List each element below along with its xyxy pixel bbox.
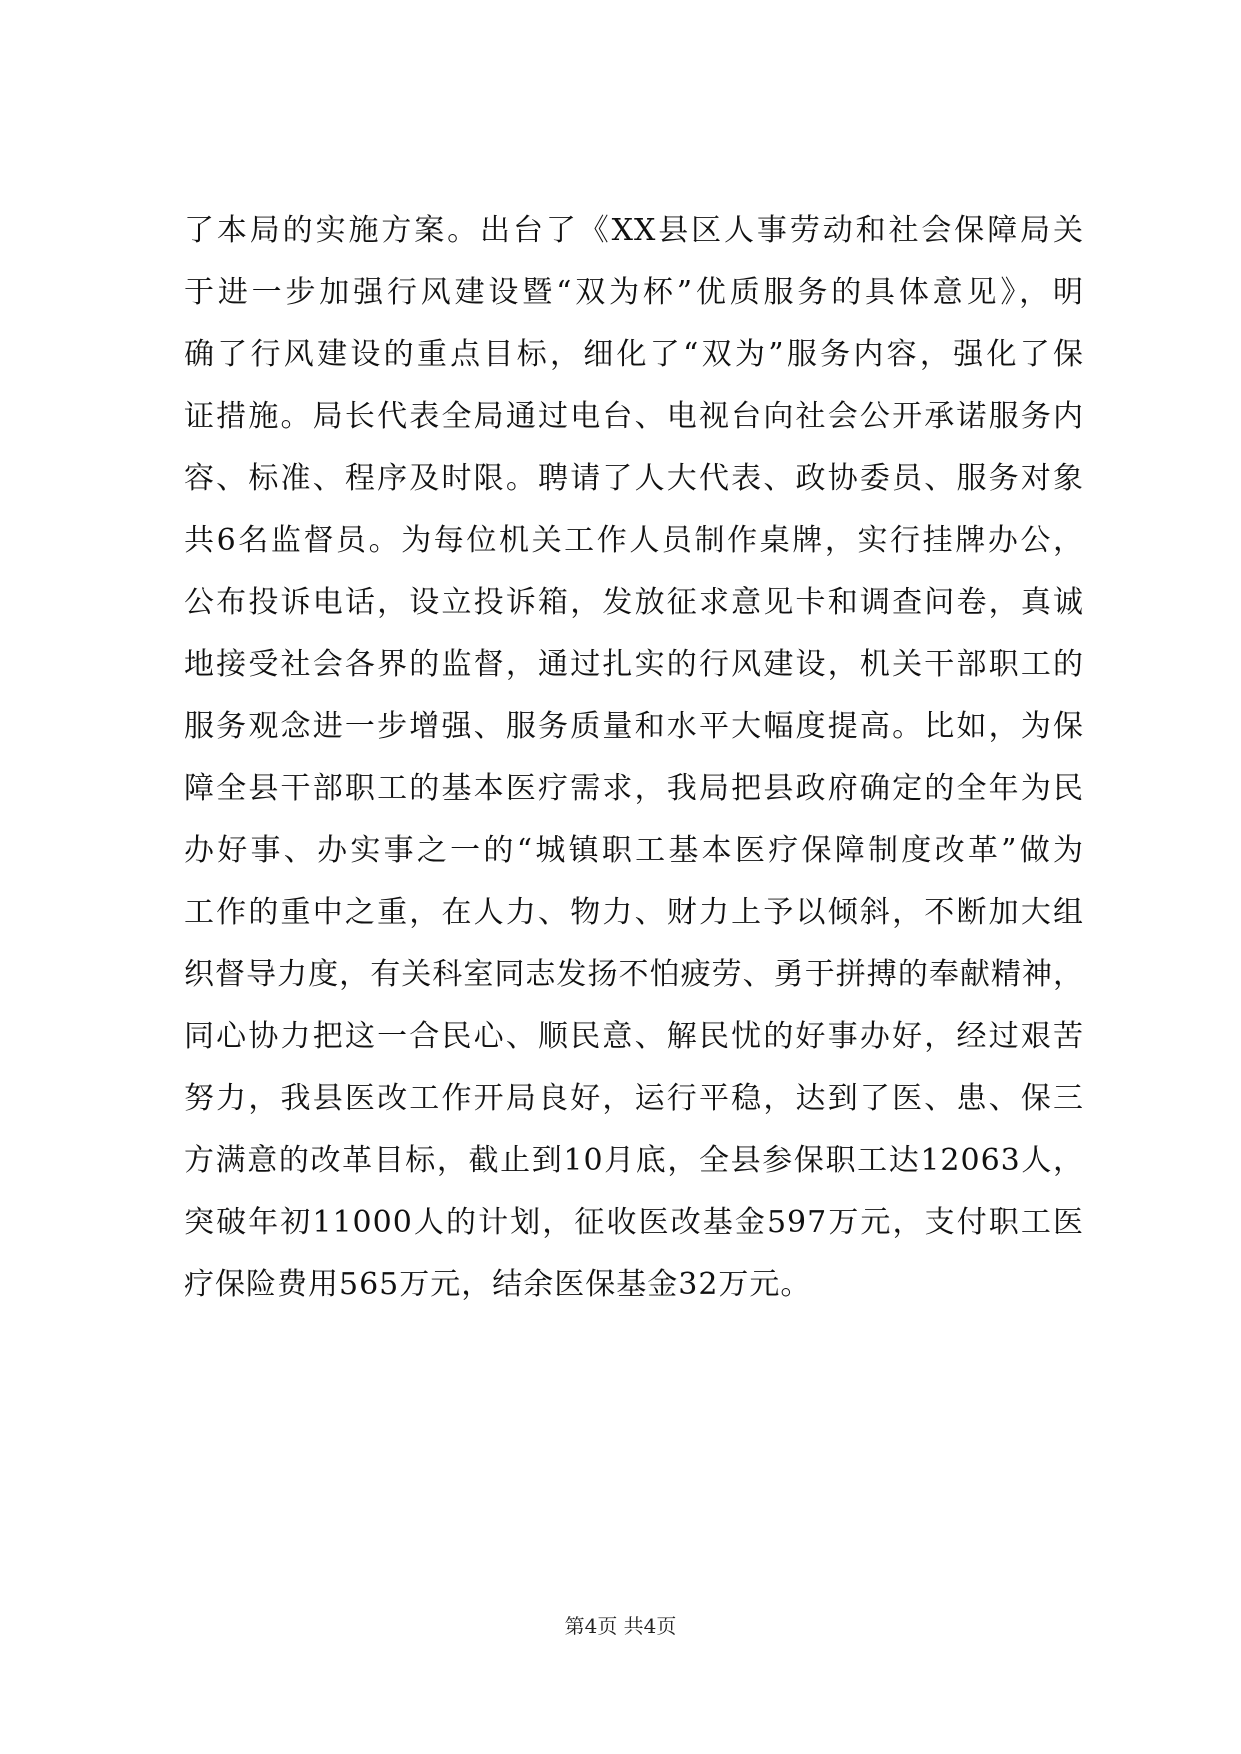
text-line: 方满意的改革目标，截止到10月底，全县参保职工达12063人， — [184, 1143, 1084, 1178]
text-line: 办好事、办实事之一的“城镇职工基本医疗保障制度改革”做为 — [184, 833, 1084, 868]
body-paragraph — [184, 200, 1084, 1316]
text-line: 地接受社会各界的监督，通过扎实的行风建设，机关干部职工的 — [184, 647, 1084, 682]
text-line: 公布投诉电话，设立投诉箱，发放征求意见卡和调查问卷，真诚 — [184, 585, 1084, 620]
text-line: 同心协力把这一合民心、顺民意、解民忧的好事办好，经过艰苦 — [184, 1019, 1084, 1054]
text-line: 确了行风建设的重点目标，细化了“双为”服务内容，强化了保 — [184, 337, 1084, 372]
text-line: 织督导力度，有关科室同志发扬不怕疲劳、勇于拼搏的奉献精神， — [184, 957, 1084, 992]
text-line: 服务观念进一步增强、服务质量和水平大幅度提高。比如，为保 — [184, 709, 1084, 744]
text-line: 了本局的实施方案。出台了《XX县区人事劳动和社会保障局关 — [184, 213, 1084, 248]
page-number-footer: 第4页 共4页 — [564, 1614, 677, 1638]
text-line: 工作的重中之重，在人力、物力、财力上予以倾斜，不断加大组 — [184, 895, 1084, 930]
text-line: 障全县干部职工的基本医疗需求，我局把县政府确定的全年为民 — [184, 771, 1084, 806]
text-line: 容、标准、程序及时限。聘请了人大代表、政协委员、服务对象 — [184, 461, 1084, 496]
text-line-last: 疗保险费用565万元，结余医保基金32万元。 — [184, 1267, 812, 1302]
text-line: 证措施。局长代表全局通过电台、电视台向社会公开承诺服务内 — [184, 399, 1084, 434]
text-line: 努力，我县医改工作开局良好，运行平稳，达到了医、患、保三 — [184, 1081, 1084, 1116]
text-line: 于进一步加强行风建设暨“双为杯”优质服务的具体意见》，明 — [184, 275, 1084, 310]
text-line: 共6名监督员。为每位机关工作人员制作桌牌，实行挂牌办公， — [184, 523, 1084, 558]
text-line: 突破年初11000人的计划，征收医改基金597万元，支付职工医 — [184, 1205, 1084, 1240]
